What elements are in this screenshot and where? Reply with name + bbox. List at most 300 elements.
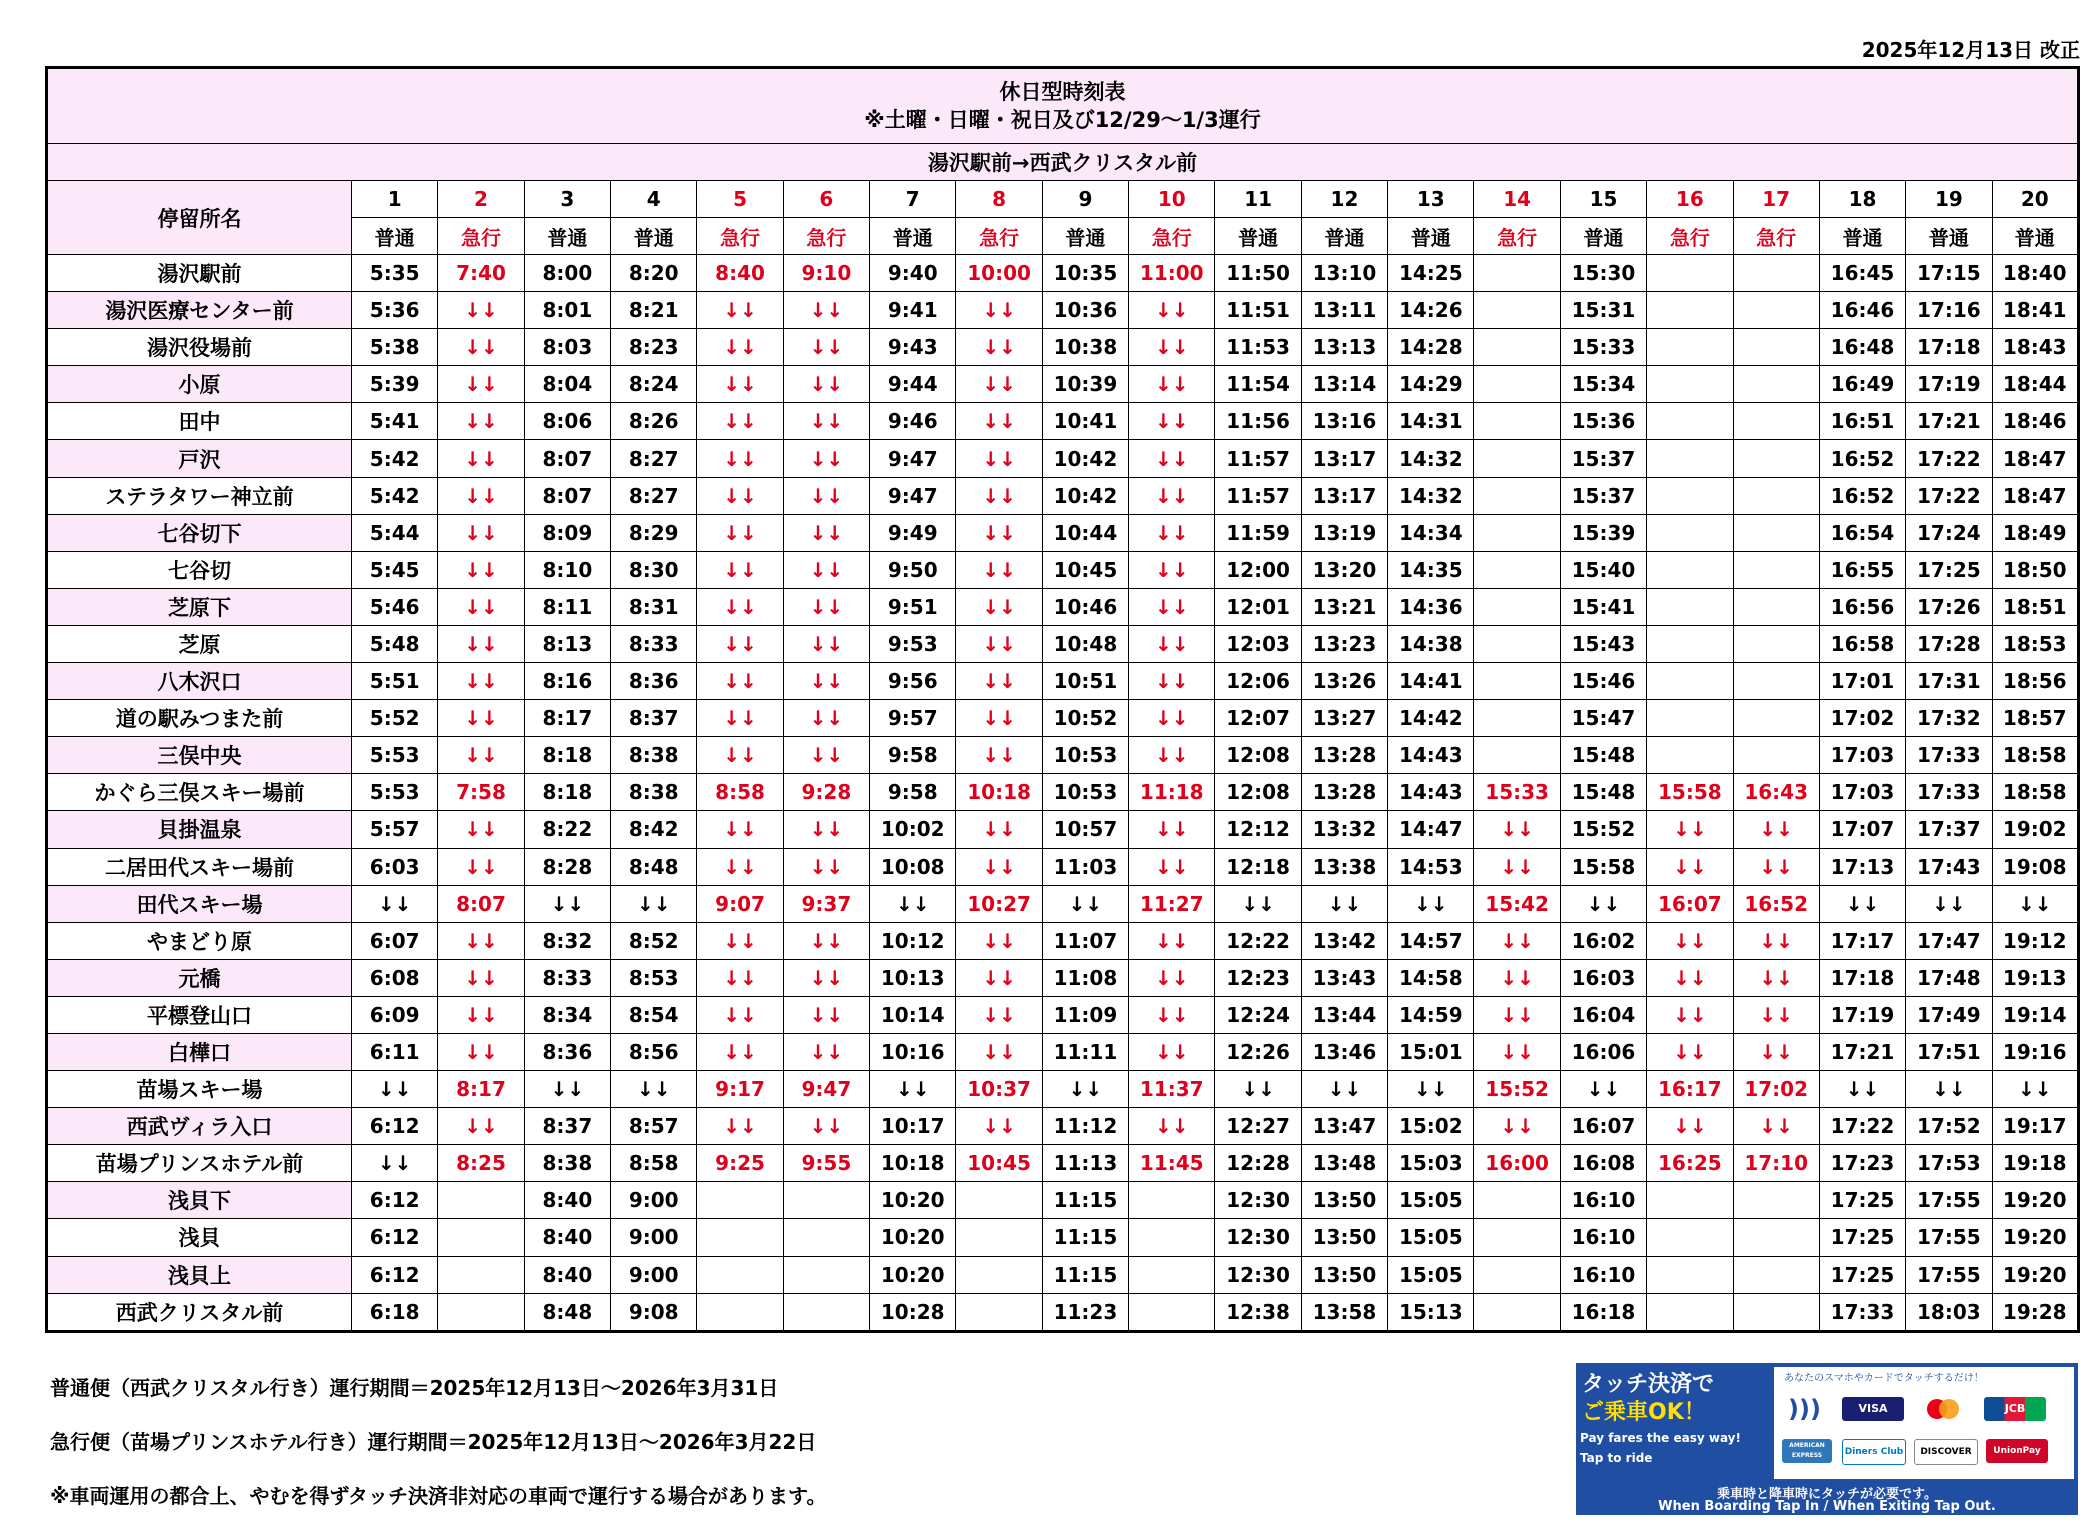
departure-time — [1474, 588, 1560, 625]
departure-time: 5:39 — [352, 366, 438, 403]
departure-time: ↓↓ — [697, 700, 783, 737]
departure-time: 13:21 — [1301, 588, 1387, 625]
departure-time: 16:52 — [1819, 440, 1905, 477]
banner-small-text: あなたのスマホやカードでタッチするだけ！ — [1784, 1373, 1984, 1384]
departure-time: 18:41 — [1992, 292, 2078, 329]
departure-time: 17:22 — [1819, 1108, 1905, 1145]
departure-time: ↓↓ — [1129, 551, 1215, 588]
departure-time: ↓↓ — [870, 1071, 956, 1108]
departure-time: ↓↓ — [783, 1033, 869, 1070]
departure-time: ↓↓ — [956, 403, 1042, 440]
trip-type: 普通 — [524, 218, 610, 255]
departure-time: 16:25 — [1647, 1145, 1733, 1182]
departure-time — [1733, 588, 1819, 625]
stop-name: 西武クリスタル前 — [47, 1293, 352, 1331]
departure-time: 15:41 — [1560, 588, 1646, 625]
departure-time: 15:37 — [1560, 440, 1646, 477]
trip-number: 12 — [1301, 181, 1387, 218]
note-touch-payment: ※車両運用の都合上、やむを得ずタッチ決済非対応の車両で運行する場合があります。 — [50, 1484, 827, 1508]
departure-time: ↓↓ — [783, 329, 869, 366]
departure-time: ↓↓ — [438, 477, 524, 514]
departure-time — [697, 1182, 783, 1219]
stop-name-header: 停留所名 — [47, 181, 352, 255]
departure-time: 12:30 — [1215, 1256, 1301, 1293]
trip-number: 9 — [1042, 181, 1128, 218]
departure-time: 6:03 — [352, 848, 438, 885]
departure-time: ↓↓ — [956, 700, 1042, 737]
departure-time: 17:32 — [1906, 700, 1992, 737]
departure-time: 17:21 — [1819, 1033, 1905, 1070]
departure-time: 9:25 — [697, 1145, 783, 1182]
departure-time: 15:52 — [1560, 811, 1646, 848]
departure-time: 6:08 — [352, 959, 438, 996]
departure-time: 14:28 — [1388, 329, 1474, 366]
departure-time: ↓↓ — [956, 1033, 1042, 1070]
departure-time: 16:49 — [1819, 366, 1905, 403]
departure-time: 8:37 — [611, 700, 697, 737]
departure-time: 16:08 — [1560, 1145, 1646, 1182]
visa-logo-icon: VISA — [1842, 1397, 1904, 1421]
departure-time: 6:18 — [352, 1293, 438, 1331]
departure-time: 15:33 — [1560, 329, 1646, 366]
departure-time: 17:22 — [1906, 477, 1992, 514]
departure-time: 5:48 — [352, 625, 438, 662]
departure-time: 10:53 — [1042, 774, 1128, 811]
departure-time: 8:42 — [611, 811, 697, 848]
departure-time: 8:27 — [611, 440, 697, 477]
departure-time: 15:39 — [1560, 514, 1646, 551]
departure-time: 14:58 — [1388, 959, 1474, 996]
departure-time: 17:26 — [1906, 588, 1992, 625]
departure-time: 19:20 — [1992, 1256, 2078, 1293]
departure-time — [1733, 329, 1819, 366]
banner-english-1: Pay fares the easy way! — [1580, 1431, 1741, 1445]
departure-time: 19:16 — [1992, 1033, 2078, 1070]
departure-time: ↓↓ — [1819, 885, 1905, 922]
departure-time: 5:57 — [352, 811, 438, 848]
departure-time: 9:44 — [870, 366, 956, 403]
departure-time: ↓↓ — [1733, 1108, 1819, 1145]
stop-name: 八木沢口 — [47, 663, 352, 700]
departure-time: 6:12 — [352, 1256, 438, 1293]
departure-time: 16:48 — [1819, 329, 1905, 366]
departure-time: ↓↓ — [783, 366, 869, 403]
departure-time: 8:20 — [611, 255, 697, 292]
stop-row — [47, 625, 2079, 662]
departure-time: 13:38 — [1301, 848, 1387, 885]
departure-time: 17:19 — [1819, 996, 1905, 1033]
departure-time: 17:55 — [1906, 1219, 1992, 1256]
stop-row — [47, 922, 2079, 959]
departure-time: ↓↓ — [1129, 737, 1215, 774]
departure-time — [783, 1219, 869, 1256]
departure-time — [1647, 1293, 1733, 1331]
departure-time: 15:34 — [1560, 366, 1646, 403]
stop-row — [47, 255, 2079, 292]
departure-time: 11:57 — [1215, 477, 1301, 514]
departure-time: ↓↓ — [697, 959, 783, 996]
departure-time: ↓↓ — [783, 811, 869, 848]
departure-time — [1474, 1256, 1560, 1293]
departure-time: 8:18 — [524, 774, 610, 811]
stop-name: 浅貝上 — [47, 1256, 352, 1293]
departure-time: 18:47 — [1992, 477, 2078, 514]
departure-time: 15:37 — [1560, 477, 1646, 514]
departure-time — [1647, 1219, 1733, 1256]
departure-time: ↓↓ — [1129, 811, 1215, 848]
trip-type: 普通 — [1215, 218, 1301, 255]
departure-time: 6:12 — [352, 1219, 438, 1256]
departure-time: ↓↓ — [1129, 663, 1215, 700]
departure-time: ↓↓ — [783, 477, 869, 514]
departure-time: 13:48 — [1301, 1145, 1387, 1182]
departure-time: ↓↓ — [697, 811, 783, 848]
departure-time: 19:14 — [1992, 996, 2078, 1033]
departure-time: 5:44 — [352, 514, 438, 551]
departure-time — [1129, 1293, 1215, 1331]
departure-time: 10:45 — [956, 1145, 1042, 1182]
departure-time: ↓↓ — [352, 885, 438, 922]
trip-type: 普通 — [611, 218, 697, 255]
departure-time — [956, 1182, 1042, 1219]
departure-time: 19:13 — [1992, 959, 2078, 996]
departure-time: 8:31 — [611, 588, 697, 625]
departure-time: 6:12 — [352, 1108, 438, 1145]
departure-time: ↓↓ — [697, 663, 783, 700]
stop-row — [47, 996, 2079, 1033]
departure-time — [1733, 255, 1819, 292]
departure-time: 13:44 — [1301, 996, 1387, 1033]
departure-time: 17:18 — [1819, 959, 1905, 996]
departure-time: 17:10 — [1733, 1145, 1819, 1182]
departure-time: ↓↓ — [697, 737, 783, 774]
departure-time — [1647, 625, 1733, 662]
departure-time: ↓↓ — [697, 292, 783, 329]
departure-time — [956, 1219, 1042, 1256]
stop-row — [47, 1108, 2079, 1145]
stop-row — [47, 811, 2079, 848]
trip-type: 普通 — [1992, 218, 2078, 255]
departure-time — [1474, 440, 1560, 477]
departure-time: ↓↓ — [956, 663, 1042, 700]
departure-time: 13:32 — [1301, 811, 1387, 848]
departure-time: 16:07 — [1560, 1108, 1646, 1145]
trip-type: 急行 — [1474, 218, 1560, 255]
departure-time: 11:23 — [1042, 1293, 1128, 1331]
departure-time: 11:13 — [1042, 1145, 1128, 1182]
departure-time: 17:33 — [1906, 774, 1992, 811]
departure-time — [1733, 737, 1819, 774]
departure-time: 9:00 — [611, 1256, 697, 1293]
departure-time: 5:36 — [352, 292, 438, 329]
departure-time: ↓↓ — [1560, 1071, 1646, 1108]
departure-time — [1647, 588, 1733, 625]
stop-name: やまどり原 — [47, 922, 352, 959]
departure-time: 18:57 — [1992, 700, 2078, 737]
departure-time: 9:17 — [697, 1071, 783, 1108]
stop-name: 三俣中央 — [47, 737, 352, 774]
stop-row — [47, 1182, 2079, 1219]
departure-time: 13:50 — [1301, 1219, 1387, 1256]
departure-time: 13:10 — [1301, 255, 1387, 292]
departure-time: 8:40 — [524, 1182, 610, 1219]
departure-time: 14:34 — [1388, 514, 1474, 551]
departure-time: ↓↓ — [438, 551, 524, 588]
departure-time: 14:47 — [1388, 811, 1474, 848]
departure-time: ↓↓ — [438, 514, 524, 551]
departure-time: ↓↓ — [1474, 848, 1560, 885]
departure-time: 16:56 — [1819, 588, 1905, 625]
departure-time: 16:18 — [1560, 1293, 1646, 1331]
departure-time: 11:56 — [1215, 403, 1301, 440]
stop-name: ステラタワー神立前 — [47, 477, 352, 514]
departure-time: ↓↓ — [956, 1108, 1042, 1145]
stop-name: 苗場プリンスホテル前 — [47, 1145, 352, 1182]
departure-time: 9:51 — [870, 588, 956, 625]
departure-time — [956, 1293, 1042, 1331]
departure-time: 8:52 — [611, 922, 697, 959]
departure-time — [1733, 551, 1819, 588]
trip-number: 4 — [611, 181, 697, 218]
trip-number: 17 — [1733, 181, 1819, 218]
departure-time: 15:58 — [1647, 774, 1733, 811]
departure-time: 11:11 — [1042, 1033, 1128, 1070]
departure-time: 10:57 — [1042, 811, 1128, 848]
stop-row — [47, 477, 2079, 514]
departure-time: ↓↓ — [352, 1145, 438, 1182]
departure-time: 9:58 — [870, 737, 956, 774]
departure-time: 13:28 — [1301, 774, 1387, 811]
departure-time: 8:16 — [524, 663, 610, 700]
departure-time — [1647, 403, 1733, 440]
departure-time: ↓↓ — [1474, 1033, 1560, 1070]
departure-time: 15:48 — [1560, 737, 1646, 774]
departure-time: 19:17 — [1992, 1108, 2078, 1145]
departure-time: 10:28 — [870, 1293, 956, 1331]
departure-time: 8:00 — [524, 255, 610, 292]
banner-subtitle: ご乗車OK！ — [1582, 1400, 1706, 1425]
departure-time: 14:59 — [1388, 996, 1474, 1033]
departure-time: 7:40 — [438, 255, 524, 292]
departure-time: 8:01 — [524, 292, 610, 329]
stop-name: 田代スキー場 — [47, 885, 352, 922]
departure-time: ↓↓ — [697, 1108, 783, 1145]
departure-time: ↓↓ — [697, 440, 783, 477]
banner-english-2: Tap to ride — [1580, 1451, 1653, 1465]
departure-time: ↓↓ — [783, 737, 869, 774]
departure-time — [1474, 329, 1560, 366]
departure-time: 5:52 — [352, 700, 438, 737]
departure-time: 14:35 — [1388, 551, 1474, 588]
departure-time: 14:43 — [1388, 737, 1474, 774]
departure-time: 17:17 — [1819, 922, 1905, 959]
departure-time: 9:55 — [783, 1145, 869, 1182]
departure-time: ↓↓ — [956, 292, 1042, 329]
stop-name: 貝掛温泉 — [47, 811, 352, 848]
departure-time: 10:20 — [870, 1256, 956, 1293]
departure-time — [1474, 477, 1560, 514]
departure-time: ↓↓ — [438, 625, 524, 662]
trip-type: 急行 — [1733, 218, 1819, 255]
trip-type: 急行 — [783, 218, 869, 255]
departure-time: 15:46 — [1560, 663, 1646, 700]
departure-time: 8:17 — [438, 1071, 524, 1108]
departure-time: ↓↓ — [1042, 1071, 1128, 1108]
stop-name: 元橋 — [47, 959, 352, 996]
departure-time — [1647, 366, 1733, 403]
departure-time: 18:53 — [1992, 625, 2078, 662]
stop-name: 湯沢駅前 — [47, 255, 352, 292]
departure-time: 8:29 — [611, 514, 697, 551]
departure-time: 6:07 — [352, 922, 438, 959]
departure-time: ↓↓ — [1129, 848, 1215, 885]
departure-time — [438, 1293, 524, 1331]
departure-time — [1733, 1219, 1819, 1256]
stop-row — [47, 1033, 2079, 1070]
departure-time: 15:31 — [1560, 292, 1646, 329]
departure-time — [1129, 1219, 1215, 1256]
departure-time: 5:42 — [352, 477, 438, 514]
trip-number: 20 — [1992, 181, 2078, 218]
departure-time: 18:56 — [1992, 663, 2078, 700]
departure-time: 9:08 — [611, 1293, 697, 1331]
departure-time: ↓↓ — [783, 996, 869, 1033]
departure-time: 15:03 — [1388, 1145, 1474, 1182]
departure-time: 13:14 — [1301, 366, 1387, 403]
departure-time: ↓↓ — [1129, 514, 1215, 551]
departure-time: 19:02 — [1992, 811, 2078, 848]
departure-time: ↓↓ — [1647, 1108, 1733, 1145]
departure-time: 9:00 — [611, 1182, 697, 1219]
card-brands-panel — [1774, 1367, 2074, 1479]
departure-time: 9:58 — [870, 774, 956, 811]
departure-time: 12:06 — [1215, 663, 1301, 700]
departure-time: 18:51 — [1992, 588, 2078, 625]
departure-time: 17:25 — [1819, 1182, 1905, 1219]
stop-name: 七谷切下 — [47, 514, 352, 551]
departure-time: 14:32 — [1388, 477, 1474, 514]
departure-time: 17:43 — [1906, 848, 1992, 885]
stop-row — [47, 329, 2079, 366]
departure-time: 12:08 — [1215, 737, 1301, 774]
departure-time — [1474, 403, 1560, 440]
departure-time: 9:50 — [870, 551, 956, 588]
departure-time: ↓↓ — [438, 663, 524, 700]
departure-time: 8:37 — [524, 1108, 610, 1145]
departure-time: ↓↓ — [611, 885, 697, 922]
departure-time: 8:30 — [611, 551, 697, 588]
departure-time: 11:53 — [1215, 329, 1301, 366]
departure-time: 8:06 — [524, 403, 610, 440]
departure-time: ↓↓ — [1647, 811, 1733, 848]
departure-time: 10:12 — [870, 922, 956, 959]
departure-time: 13:50 — [1301, 1182, 1387, 1219]
departure-time: 8:18 — [524, 737, 610, 774]
departure-time: 13:27 — [1301, 700, 1387, 737]
departure-time: 13:23 — [1301, 625, 1387, 662]
departure-time: 11:15 — [1042, 1219, 1128, 1256]
departure-time: 11:45 — [1129, 1145, 1215, 1182]
banner-title: タッチ決済で — [1582, 1372, 1715, 1397]
departure-time: 10:13 — [870, 959, 956, 996]
trip-number: 19 — [1906, 181, 1992, 218]
departure-time — [1647, 700, 1733, 737]
departure-time: 11:09 — [1042, 996, 1128, 1033]
departure-time: 19:12 — [1992, 922, 2078, 959]
departure-time: ↓↓ — [697, 996, 783, 1033]
departure-time: 16:10 — [1560, 1256, 1646, 1293]
departure-time: 16:10 — [1560, 1219, 1646, 1256]
departure-time: 15:33 — [1474, 774, 1560, 811]
departure-time: 8:07 — [438, 885, 524, 922]
departure-time: ↓↓ — [1647, 922, 1733, 959]
departure-time: 17:23 — [1819, 1145, 1905, 1182]
departure-time: ↓↓ — [1733, 922, 1819, 959]
departure-time: ↓↓ — [438, 1033, 524, 1070]
departure-time: 8:40 — [524, 1256, 610, 1293]
departure-time: ↓↓ — [438, 848, 524, 885]
departure-time: 8:58 — [611, 1145, 697, 1182]
stop-row — [47, 700, 2079, 737]
stop-row — [47, 588, 2079, 625]
trip-type: 普通 — [870, 218, 956, 255]
stop-row — [47, 737, 2079, 774]
title-main: 休日型時刻表 — [999, 80, 1126, 104]
departure-time: 17:48 — [1906, 959, 1992, 996]
departure-time: 9:56 — [870, 663, 956, 700]
departure-time: 13:46 — [1301, 1033, 1387, 1070]
departure-time: ↓↓ — [783, 663, 869, 700]
departure-time: 15:48 — [1560, 774, 1646, 811]
departure-time: ↓↓ — [1474, 811, 1560, 848]
departure-time — [1474, 551, 1560, 588]
departure-time: 11:12 — [1042, 1108, 1128, 1145]
departure-time: 13:17 — [1301, 440, 1387, 477]
departure-time: 10:27 — [956, 885, 1042, 922]
trip-number: 18 — [1819, 181, 1905, 218]
departure-time: 5:53 — [352, 737, 438, 774]
stop-name: 芝原下 — [47, 588, 352, 625]
departure-time: ↓↓ — [1474, 922, 1560, 959]
banner-tap-instruction-jp: 乗車時と降車時にタッチが必要です。 — [1717, 1487, 1937, 1502]
trip-number: 15 — [1560, 181, 1646, 218]
departure-time: 17:53 — [1906, 1145, 1992, 1182]
departure-time: ↓↓ — [1474, 1108, 1560, 1145]
departure-time: 15:05 — [1388, 1182, 1474, 1219]
departure-time: ↓↓ — [783, 848, 869, 885]
departure-time — [1733, 292, 1819, 329]
departure-time: 14:36 — [1388, 588, 1474, 625]
departure-time: 10:39 — [1042, 366, 1128, 403]
departure-time: 16:06 — [1560, 1033, 1646, 1070]
departure-time: 10:17 — [870, 1108, 956, 1145]
departure-time: 11:15 — [1042, 1182, 1128, 1219]
departure-time: ↓↓ — [697, 329, 783, 366]
departure-time: ↓↓ — [697, 477, 783, 514]
departure-time: 8:36 — [611, 663, 697, 700]
departure-time: 12:22 — [1215, 922, 1301, 959]
departure-time: 16:52 — [1819, 477, 1905, 514]
stop-row — [47, 1145, 2079, 1182]
departure-time: 17:31 — [1906, 663, 1992, 700]
departure-time: 12:12 — [1215, 811, 1301, 848]
departure-time — [697, 1219, 783, 1256]
departure-time: 11:07 — [1042, 922, 1128, 959]
departure-time: 10:14 — [870, 996, 956, 1033]
departure-time: 10:00 — [956, 255, 1042, 292]
departure-time: 17:03 — [1819, 774, 1905, 811]
discover-logo-icon: DISCOVER — [1914, 1439, 1978, 1465]
